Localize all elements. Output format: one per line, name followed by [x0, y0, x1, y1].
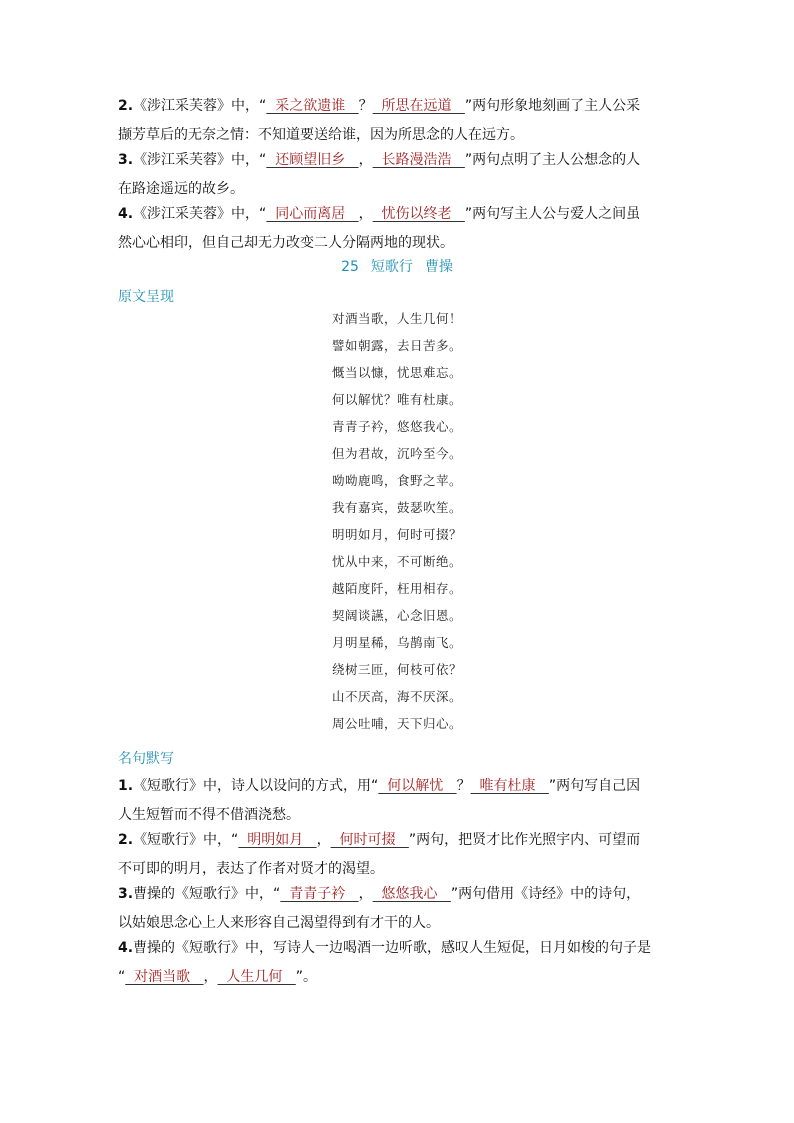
question-number: 3.: [118, 886, 134, 902]
poem-line: 月明星稀，乌鹊南飞。: [331, 635, 462, 650]
answer-blank: 所思在远道: [372, 98, 465, 114]
answer-blank: 明明如月: [238, 832, 317, 848]
section-title: [0, 255, 794, 279]
dictation-question-2: [118, 826, 678, 884]
section-poem-title: 短歌行: [370, 259, 413, 275]
question-text: 曹操的《短歌行》中，写诗人一边喝酒一边听歌，感叹人生短促，日月如梭的句子是: [133, 940, 652, 956]
answer-blank: 长路漫浩浩: [372, 152, 465, 168]
question-number: 2.: [118, 98, 134, 114]
answer-blank: 还顾望旧乡: [266, 152, 359, 168]
poem-line: 何以解忧？唯有杜康。: [331, 392, 462, 407]
question-number: 1.: [118, 778, 134, 794]
dictation-question-4: [118, 934, 678, 992]
answer-blank: 忧伤以终老: [372, 206, 465, 222]
question-text: ”两句，把贤才比作光照宇内、可望而: [408, 832, 641, 848]
question-text: 《涉江采芙蓉》中，“: [133, 206, 267, 222]
punctuation: ？: [456, 778, 471, 794]
poem-line: 但为君故，沉吟至今。: [331, 446, 462, 461]
poem-line: 明明如月，何时可掇？: [331, 527, 462, 542]
dictation-heading: 名句默写: [118, 751, 174, 767]
answer-blank: 同心而离居: [266, 206, 359, 222]
question-text: ”两句借用《诗经》中的诗句，: [450, 886, 641, 902]
question-prev-4: [118, 200, 678, 258]
poem-line: 对酒当歌，人生几何！: [331, 311, 462, 326]
question-number: 3.: [118, 152, 134, 168]
question-text: ”两句写主人公与爱人之间虽: [464, 206, 641, 222]
question-text: 《短歌行》中，“: [133, 832, 239, 848]
question-text: 《短歌行》中，诗人以设问的方式，用“: [133, 778, 379, 794]
poem-line: 慨当以慷，忧思难忘。: [331, 365, 462, 380]
answer-blank: 人生几何: [217, 969, 296, 985]
poem-line: 我有嘉宾，鼓瑟吹笙。: [331, 500, 462, 515]
section-number: 25: [341, 259, 359, 275]
question-text: 《涉江采芙蓉》中，“: [133, 152, 267, 168]
question-text: 以姑娘思念心上人来形容自己渴望得到有才干的人。: [118, 915, 440, 931]
punctuation: ，: [316, 832, 331, 848]
punctuation: ，: [358, 152, 373, 168]
question-text: 不可即的明月，表达了作者对贤才的渴望。: [118, 861, 384, 877]
answer-blank: 对酒当歌: [125, 969, 204, 985]
question-text: 人生短暂而不得不借酒浇愁。: [118, 807, 300, 823]
question-text: 然心心相印，但自己却无力改变二人分隔两地的现状。: [118, 235, 454, 251]
question-prev-3: [118, 146, 678, 204]
punctuation: ，: [358, 886, 373, 902]
section-author: 曹操: [424, 259, 453, 275]
punctuation: ，: [358, 206, 373, 222]
answer-blank: 何时可掇: [330, 832, 409, 848]
answer-blank: 何以解忧: [378, 778, 457, 794]
dictation-question-3: [118, 880, 678, 938]
answer-blank: 悠悠我心: [372, 886, 451, 902]
answer-blank: 唯有杜康: [470, 778, 549, 794]
question-text: ”两句形象地刻画了主人公采: [464, 98, 641, 114]
punctuation: “: [118, 969, 126, 985]
poem-line: 呦呦鹿鸣，食野之苹。: [331, 473, 462, 488]
poem-line: 周公吐哺，天下归心。: [331, 716, 462, 731]
poem-line: 越陌度阡，枉用相存。: [331, 581, 462, 596]
question-text: 撷芳草后的无奈之情：不知道要送给谁，因为所思念的人在远方。: [118, 127, 524, 143]
question-number: 4.: [118, 206, 134, 222]
question-number: 4.: [118, 940, 134, 956]
question-text: 《涉江采芙蓉》中，“: [133, 98, 267, 114]
poem-line: 青青子衿，悠悠我心。: [331, 419, 462, 434]
original-text-heading: 原文呈现: [118, 289, 174, 305]
dictation-question-1: [118, 772, 678, 830]
poem-line: 山不厌高，海不厌深。: [331, 689, 462, 704]
question-text: 在路途遥远的故乡。: [118, 181, 244, 197]
punctuation: ？: [358, 98, 373, 114]
question-prev-2: [118, 92, 678, 150]
question-text: ”两句点明了主人公想念的人: [464, 152, 641, 168]
answer-blank: 采之欲遗谁: [266, 98, 359, 114]
question-text: ”两句写自己因: [548, 778, 641, 794]
answer-blank: 青青子衿: [280, 886, 359, 902]
poem-line: 绕树三匝，何枝可依？: [331, 662, 462, 677]
poem-line: 譬如朝露，去日苦多。: [331, 338, 462, 353]
punctuation: ”。: [295, 969, 318, 985]
question-text: 曹操的《短歌行》中，“: [133, 886, 281, 902]
poem-line: 忧从中来，不可断绝。: [331, 554, 462, 569]
question-number: 2.: [118, 832, 134, 848]
poem-line: 契阔谈讌，心念旧恩。: [331, 608, 462, 623]
punctuation: ，: [203, 969, 218, 985]
